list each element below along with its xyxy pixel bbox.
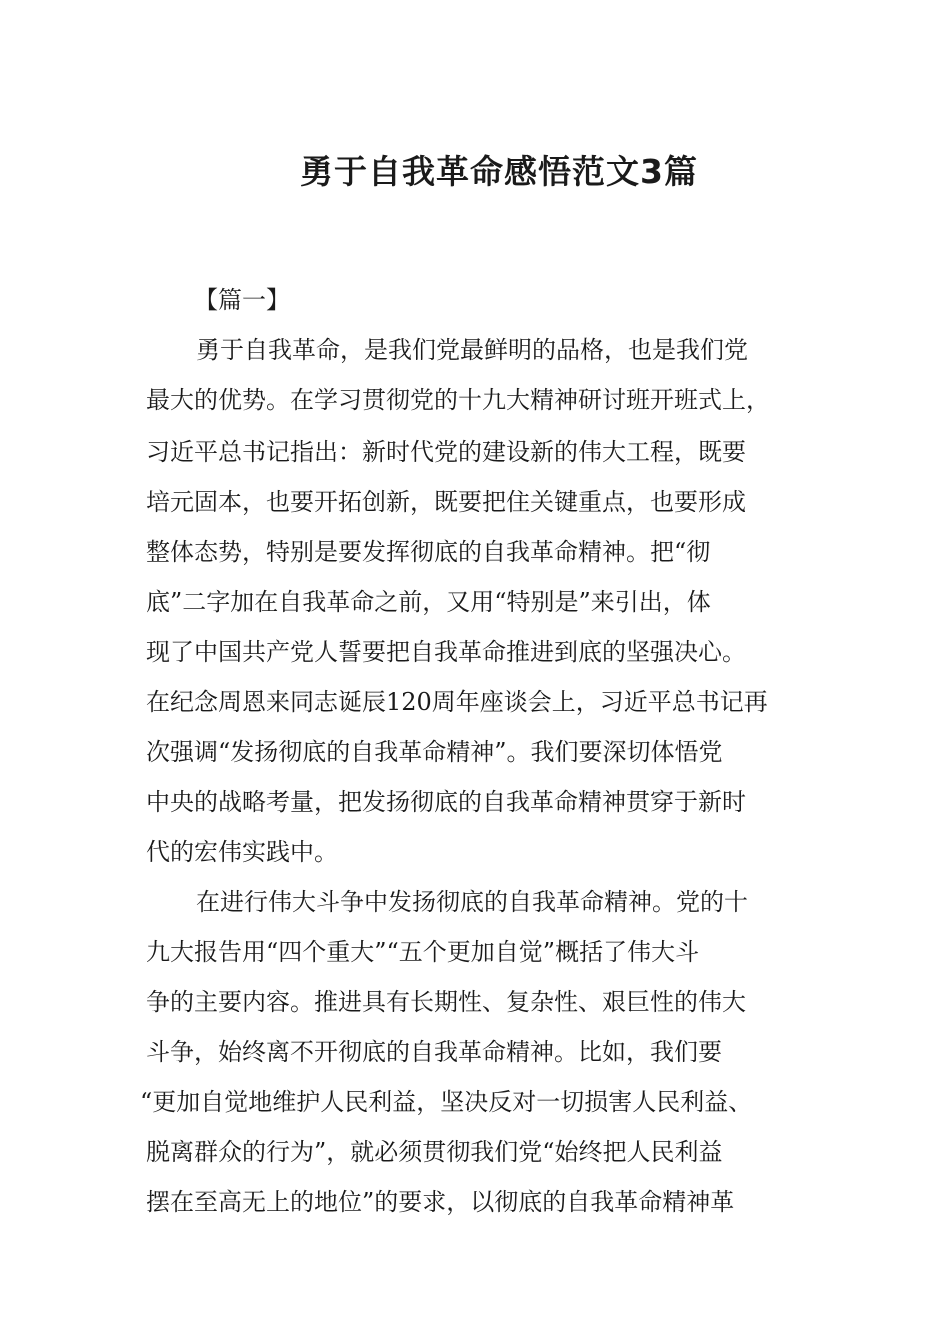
paragraph-line: 在纪念周恩来同志诞辰120周年座谈会上，习近平总书记再 (146, 688, 768, 716)
paragraph-line: 代的宏伟实践中。 (146, 838, 338, 866)
paragraph-line: 摆在至高无上的地位”的要求，以彻底的自我革命精神革 (146, 1188, 735, 1216)
paragraph-line: 在进行伟大斗争中发扬彻底的自我革命精神。党的十 (196, 888, 748, 916)
paragraph-line: 次强调“发扬彻底的自我革命精神”。我们要深切体悟党 (146, 738, 723, 766)
paragraph-line: 九大报告用“四个重大”“五个更加自觉”概括了伟大斗 (146, 938, 700, 966)
paragraph-line: 最大的优势。在学习贯彻党的十九大精神研讨班开班式上， (146, 386, 770, 414)
paragraph-line: “更加自觉地维护人民利益，坚决反对一切损害人民利益、 (140, 1088, 753, 1116)
section-label: 【篇一】 (194, 286, 290, 314)
document-title: 勇于自我革命感悟范文3篇 (300, 152, 698, 191)
paragraph-line: 培元固本，也要开拓创新，既要把住关键重点，也要形成 (146, 488, 746, 516)
paragraph-line: 底”二字加在自我革命之前，又用“特别是”来引出，体 (146, 588, 711, 616)
paragraph-line: 整体态势，特别是要发挥彻底的自我革命精神。把“彻 (146, 538, 711, 566)
paragraph-line: 脱离群众的行为”，就必须贯彻我们党“始终把人民利益 (146, 1138, 723, 1166)
paragraph-line: 勇于自我革命，是我们党最鲜明的品格，也是我们党 (196, 336, 748, 364)
paragraph-line: 习近平总书记指出：新时代党的建设新的伟大工程，既要 (146, 438, 746, 466)
paragraph-line: 争的主要内容。推进具有长期性、复杂性、艰巨性的伟大 (146, 988, 746, 1016)
paragraph-line: 中央的战略考量，把发扬彻底的自我革命精神贯穿于新时 (146, 788, 746, 816)
paragraph-line: 斗争，始终离不开彻底的自我革命精神。比如，我们要 (146, 1038, 722, 1066)
paragraph-line: 现了中国共产党人誓要把自我革命推进到底的坚强决心。 (146, 638, 746, 666)
